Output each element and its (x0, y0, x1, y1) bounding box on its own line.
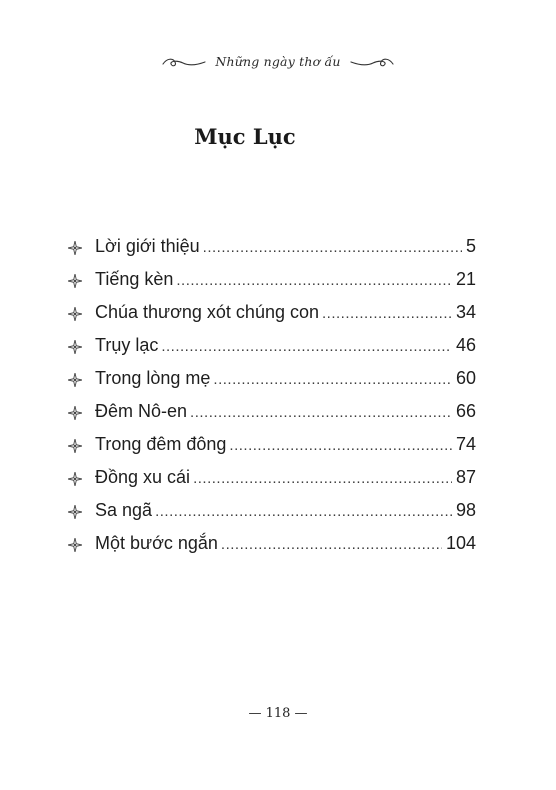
compass-star-icon (68, 439, 82, 453)
toc-entry-page: 66 (455, 401, 476, 421)
table-of-contents (68, 230, 476, 560)
swirl-ornament-icon (161, 55, 207, 69)
compass-star-icon (68, 373, 82, 387)
toc-dot-leader (190, 396, 452, 429)
toc-entry[interactable] (68, 527, 476, 560)
page-title: Mục Lục (194, 124, 296, 149)
toc-dot-leader (155, 495, 452, 528)
toc-entry-page: 60 (455, 368, 476, 388)
toc-entry-title: Đêm Nô-en (95, 401, 188, 421)
toc-entry[interactable] (68, 494, 476, 527)
toc-entry-title: Một bước ngắn (95, 533, 218, 553)
toc-dot-leader (229, 429, 452, 462)
compass-star-icon (68, 538, 82, 552)
toc-entry-page: 98 (455, 500, 476, 520)
compass-star-icon (68, 340, 82, 354)
compass-star-icon (68, 274, 82, 288)
toc-entry-page: 104 (445, 533, 476, 553)
toc-dot-leader (221, 528, 442, 561)
toc-entry[interactable] (68, 461, 476, 494)
toc-entry-page: 87 (455, 467, 476, 487)
toc-entry-page: 5 (465, 236, 476, 256)
compass-star-icon (68, 472, 82, 486)
compass-star-icon (68, 505, 82, 519)
toc-entry-page: 21 (455, 269, 476, 289)
toc-entry[interactable] (68, 395, 476, 428)
compass-star-icon (68, 307, 82, 321)
toc-entry-title: Sa ngã (95, 500, 153, 520)
toc-entry[interactable] (68, 230, 476, 263)
toc-entry-page: 74 (455, 434, 476, 454)
toc-entry-title: Lời giới thiệu (95, 236, 200, 256)
toc-entry-page: 34 (455, 302, 476, 322)
toc-entry-title: Trong đêm đông (95, 434, 227, 454)
toc-entry-title: Chúa thương xót chúng con (95, 302, 319, 322)
toc-entry[interactable] (68, 329, 476, 362)
toc-dot-leader (213, 363, 452, 396)
swirl-ornament-icon (349, 55, 395, 69)
toc-dot-leader (161, 330, 452, 363)
toc-dot-leader (322, 297, 452, 330)
running-header-title: Những ngày thơ ấu (215, 54, 341, 69)
toc-entry[interactable] (68, 428, 476, 461)
toc-entry-title: Đồng xu cái (95, 467, 191, 487)
toc-dot-leader (203, 231, 462, 264)
toc-entry[interactable] (68, 263, 476, 296)
page-number: — 118 — (248, 706, 308, 721)
toc-dot-leader (176, 264, 452, 297)
toc-entry[interactable] (68, 296, 476, 329)
running-header (0, 54, 556, 69)
compass-star-icon (68, 241, 82, 255)
toc-entry-page: 46 (455, 335, 476, 355)
toc-entry-title: Trụy lạc (95, 335, 159, 355)
toc-entry[interactable] (68, 362, 476, 395)
compass-star-icon (68, 406, 82, 420)
toc-entry-title: Tiếng kèn (95, 269, 174, 289)
toc-dot-leader (193, 462, 452, 495)
toc-entry-title: Trong lòng mẹ (95, 368, 211, 388)
